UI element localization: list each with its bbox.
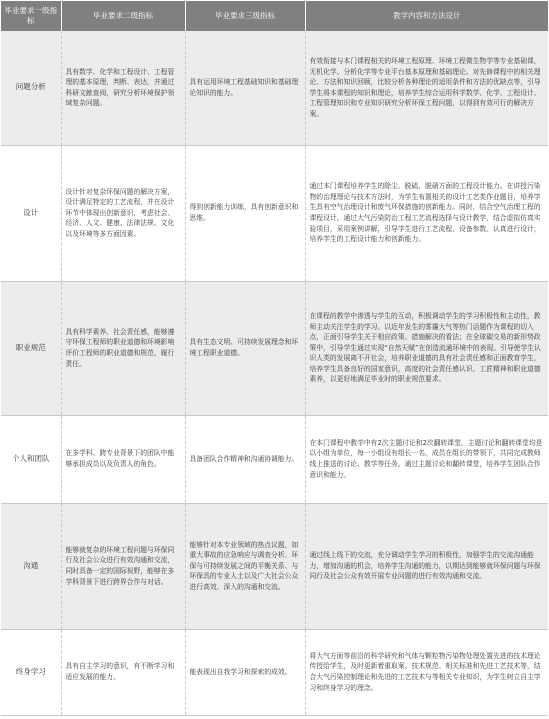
- row-level3: 得到创新能力训练，具有创新意识和思维。: [185, 145, 305, 281]
- row-content: 将大气方面等前沿的科学研究和气体与颗粒物污染物处理处置先进的技术理论传授给学生，及时更新着重取案、技术规范、相关标准和先进工艺技术等，结合大气污染控制理论和先进的工艺技术与等相关专业知识，为学生树立自主学习和终身学习的理念。: [305, 629, 548, 715]
- table-row: [1, 629, 548, 715]
- row-content: 在本门课程中教学中有2次主题讨论和2次翻转课堂，主题讨论和翻转课堂均是以小组为单位，每一小组设有组长一名，成员在组长的带领下，共同完成教师线上推送的讨论、教学等任务。通过主题讨论和翻转课堂，培养学生团队合作意识和能力。: [305, 415, 548, 503]
- row-content: 通过本门课程培养学生的除尘、脱硫、脱硝方面的工程设计能力。在讲授污染物的治理理论与技术方法时，为学生布置相关的设计工艺类作业题目，培养学生具有空气治理设计和废气环保措施的创新能力。同时，结合空气治理工程的课程设计，通过大气污染防治工程工艺流程选择与设计教学，结合虚拟仿真实验项目，采用案例讲解，引导学生进行工艺流程、设备参数、认真进行设计，培养学生的工程设计能力和创新能力。: [305, 145, 548, 281]
- row-level2: 在多学科、跨专业背景下的团队中能够承担成员以及负责人的角色。: [61, 415, 185, 503]
- table-row: [1, 281, 548, 415]
- row-name: 职业规范: [1, 281, 61, 415]
- row-name: 沟通: [1, 503, 61, 629]
- row-level3: 具有生态文明、可持续发展理念和环境工程职业道德。: [185, 281, 305, 415]
- header-level2: 毕业要求二级指标: [61, 1, 185, 31]
- curriculum-table: [1, 1, 548, 716]
- row-level3: 具有运用环境工程基础知识和基础理论知识的能力。: [185, 31, 305, 145]
- row-level2: 具有科学素养、社会责任感，能够遵守环保工程师的职业道德和环境影响评价工程师的职业道德和规范，履行责任。: [61, 281, 185, 415]
- row-content: 有效衔接与本门课程相关的环境工程原理、环境工程微生物学等专业基础课，无机化学、分析化学等专业平台基本原理和基础理论。对先修课程中的相关理论、方法和知识回顾，比较分析各种理论的适用条件和方法的优缺点等，引导学生将本课程的知识和理论，培养学生综合运用科学数学、化学、工程设计、工程管理知识和专业知识研究分析环保工程问题，以得到有效可行的解决方案。: [305, 31, 548, 145]
- row-level3: 具备团队合作精神和沟通协调能力。: [185, 415, 305, 503]
- row-name: 个人和团队: [1, 415, 61, 503]
- row-content: 在课程的教学中渗透与学生的互动，积极调动学生的学习积极性和主动性，教师主动关注学生的学习。以近年发生的雾霾大气等热门话题作为课程的切入点，正面引导学生关于相应政策、措施解决的看法；在全球碳交易的新形势政策中，引导学生通过实现“自然天赋”在创造流通环境中的表现。引导使学生认识人类的发展离不开社会，培养职业道德的具有社会责任感和正面教育学生，培养学生具备良好的国家意识，高度的社会责任感认识、工匠精神和职业道德素养，以更好地满足毕业时的职业规范要求。: [305, 281, 548, 415]
- row-level2: 具有数学、化学和工程设计、工程管理的基本原理，判断、表达，并通过科研文献查阅，研究分析环境保护领域复杂问题。: [61, 31, 185, 145]
- row-name: 设计: [1, 145, 61, 281]
- header-level3: 毕业要求三级指标: [185, 1, 305, 31]
- table-row: [1, 145, 548, 281]
- row-level2: 具有自主学习的意识，有不断学习和适应发展的能力。: [61, 629, 185, 715]
- table-row: [1, 503, 548, 629]
- row-content: 通过线上线下的交流，充分调动学生学习的积极性，加强学生的交流沟通能力，增加沟通的机会，培养学生沟通的能力，以期达到能够就环保问题与环保同行及社会公众有效开展专业问题的进行有效沟通和交流。: [305, 503, 548, 629]
- row-name: 终身学习: [1, 629, 61, 715]
- row-name: 问题分析: [1, 31, 61, 145]
- header-content: 教学内容和方法设计: [305, 1, 548, 31]
- table-row: [1, 415, 548, 503]
- table-row: [1, 31, 548, 145]
- row-level2: 能够就复杂的环境工程问题与环保同行及社会公众进行有效沟通和交流，同时具备一定的国际视野，能够在多学科背景下进行跨界合作与对话。: [61, 503, 185, 629]
- row-level2: 设计针对复杂环保问题的解决方案，设计满足特定的工艺流程，并在设计环节中体现出创新意识，考虑社会、经济、人文、健康、法律法规、文化以及环境等多方面因素。: [61, 145, 185, 281]
- table-header-row: [1, 1, 548, 31]
- header-level1: 毕业要求一级指标: [1, 1, 61, 31]
- row-level3: 能表现出自我学习和探索的成效。: [185, 629, 305, 715]
- row-level3: 能够针对本专业领域的热点议题，如重大事故的应急响应与调查分析、环保与可持续发展之间的平衡关系、与环保具的专业人士以及广大社会公众进行高效、深入的沟通和交流。: [185, 503, 305, 629]
